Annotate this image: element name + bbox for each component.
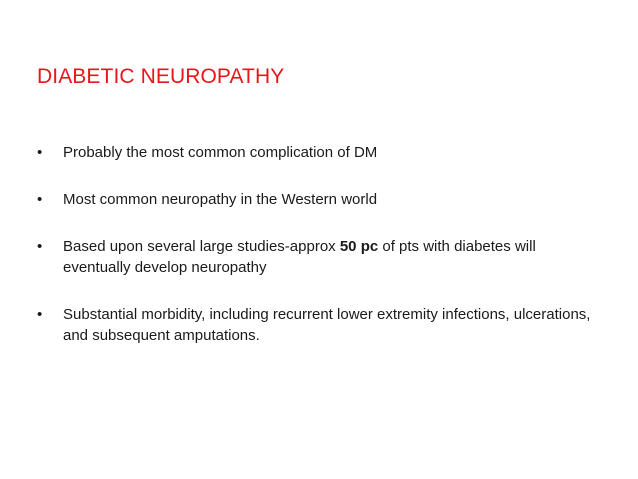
bullet-icon: •: [37, 238, 43, 255]
bullet-text: Most common neuropathy in the Western world: [63, 191, 378, 208]
bullet-text: Substantial morbidity, including recurrent lower extremity infections, ulcerations, and subsequent amputations.: [63, 306, 591, 344]
slide-title: DIABETIC NEUROPATHY: [37, 65, 285, 88]
bullet-text: Probably the most common complication of DM: [63, 144, 378, 161]
bullet-item: [37, 236, 597, 278]
bullet-list: [37, 142, 597, 372]
bullet-text-bold: 50 pc: [339, 238, 379, 255]
bullet-icon: •: [37, 144, 43, 161]
bullet-item: [37, 142, 597, 163]
bullet-text-before: Based upon several large studies-approx: [63, 238, 340, 255]
bullet-text: [63, 238, 536, 276]
bullet-item: [37, 304, 597, 346]
bullet-icon: •: [37, 191, 43, 208]
bullet-item: [37, 189, 597, 210]
bullet-icon: •: [37, 306, 43, 323]
bullet-text-after: of pts with diabetes will eventually develop neuropathy: [63, 238, 536, 276]
